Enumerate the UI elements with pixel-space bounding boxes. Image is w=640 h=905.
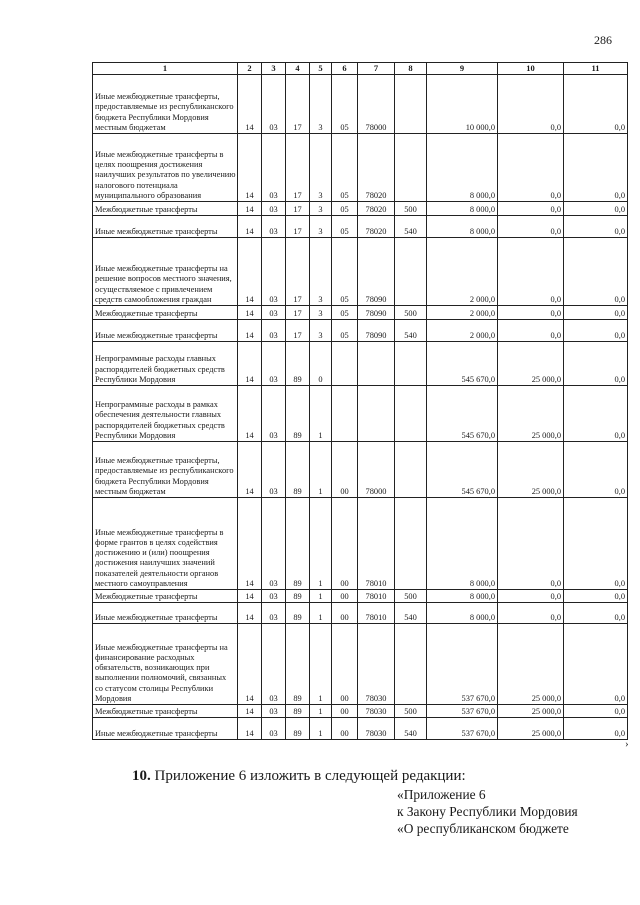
program-code: 17 [286,320,310,342]
expense-type-code [395,342,427,386]
subprogram-code: 3 [310,216,332,238]
table-row [93,718,628,740]
row-name: Иные межбюджетные трансферты на решение вопросов местного значения, осуществляемое с привлечением средств самообложения граждан [93,238,238,306]
expense-type-code: 500 [395,590,427,603]
amount-col-11: 0,0 [564,75,628,134]
table-row [93,705,628,718]
section-code: 14 [238,624,262,705]
page-number: 286 [594,33,612,47]
program-code: 89 [286,342,310,386]
event-code: 05 [332,306,358,320]
row-name: Непрограммные расходы главных распорядителей бюджетных средств Республики Мордовия [93,342,238,386]
expense-type-code: 500 [395,705,427,718]
amount-col-9: 8 000,0 [427,603,498,624]
subsection-code: 03 [262,603,286,624]
row-name: Межбюджетные трансферты [93,590,238,603]
subprogram-code: 1 [310,498,332,590]
amount-col-11: 0,0 [564,238,628,306]
subsection-code: 03 [262,75,286,134]
row-name: Иные межбюджетные трансферты [93,718,238,740]
target-article-code: 78030 [358,718,395,740]
table-row [93,603,628,624]
event-code: 00 [332,590,358,603]
annex-budget-ref: «О республиканском бюджете [397,821,569,836]
program-code: 17 [286,238,310,306]
amount-col-9: 2 000,0 [427,306,498,320]
expense-type-code: 540 [395,216,427,238]
column-header: 4 [286,63,310,75]
annex-law-ref: к Закону Республики Мордовия [397,804,578,819]
section-code: 14 [238,498,262,590]
table-row [93,216,628,238]
column-header: 6 [332,63,358,75]
amount-col-11: 0,0 [564,134,628,202]
program-code: 17 [286,306,310,320]
subsection-code: 03 [262,442,286,498]
expense-type-code: 500 [395,306,427,320]
target-article-code: 78020 [358,202,395,216]
row-name: Иные межбюджетные трансферты в форме грантов в целях содействия достижению и (или) поощрения достижения наилучших значений показателей деятельности органов местного самоуправления [93,498,238,590]
program-code: 89 [286,718,310,740]
table-row [93,624,628,705]
amount-col-11: 0,0 [564,705,628,718]
row-name: Иные межбюджетные трансферты на финансирование расходных обязательств, возникающих при выполнении полномочий, связанных со статусом столицы Республики Мордовия [93,624,238,705]
event-code: 05 [332,320,358,342]
event-code [332,386,358,442]
event-code: 00 [332,603,358,624]
amount-col-10: 25 000,0 [498,624,564,705]
amount-col-9: 2 000,0 [427,320,498,342]
target-article-code: 78010 [358,498,395,590]
section-code: 14 [238,320,262,342]
table-row [93,320,628,342]
section-code: 14 [238,603,262,624]
amount-col-11: 0,0 [564,442,628,498]
subsection-code: 03 [262,238,286,306]
subprogram-code: 0 [310,342,332,386]
section-code: 14 [238,590,262,603]
amount-col-11: 0,0 [564,498,628,590]
subsection-code: 03 [262,202,286,216]
subsection-code: 03 [262,590,286,603]
row-name: Межбюджетные трансферты [93,306,238,320]
amount-col-9: 10 000,0 [427,75,498,134]
table-row [93,202,628,216]
amount-col-9: 537 670,0 [427,624,498,705]
subsection-code: 03 [262,342,286,386]
expense-type-code [395,134,427,202]
section-code: 14 [238,134,262,202]
target-article-code: 78000 [358,442,395,498]
subsection-code: 03 [262,624,286,705]
program-code: 89 [286,498,310,590]
event-code: 05 [332,202,358,216]
table-row [93,442,628,498]
amount-col-9: 537 670,0 [427,718,498,740]
expense-type-code: 500 [395,202,427,216]
event-code: 05 [332,75,358,134]
amount-col-10: 0,0 [498,75,564,134]
amount-col-9: 8 000,0 [427,134,498,202]
program-code: 89 [286,386,310,442]
table-row [93,306,628,320]
amount-col-10: 25 000,0 [498,718,564,740]
table-row [93,342,628,386]
section-code: 14 [238,306,262,320]
expense-type-code: 540 [395,718,427,740]
section-code: 14 [238,75,262,134]
program-code: 17 [286,216,310,238]
column-header: 9 [427,63,498,75]
amount-col-11: 0,0 [564,624,628,705]
amount-col-10: 0,0 [498,134,564,202]
subsection-code: 03 [262,718,286,740]
target-article-code: 78030 [358,705,395,718]
subprogram-code: 1 [310,590,332,603]
subprogram-code: 3 [310,238,332,306]
section-code: 14 [238,442,262,498]
section-code: 14 [238,386,262,442]
section-code: 14 [238,216,262,238]
target-article-code: 78020 [358,216,395,238]
target-article-code [358,342,395,386]
amount-col-11: 0,0 [564,718,628,740]
subprogram-code: 3 [310,75,332,134]
table-row [93,75,628,134]
row-name: Межбюджетные трансферты [93,202,238,216]
subsection-code: 03 [262,320,286,342]
amount-col-11: 0,0 [564,603,628,624]
table-row [93,590,628,603]
amendment-instruction [132,768,466,785]
amount-col-10: 25 000,0 [498,442,564,498]
subprogram-code: 3 [310,134,332,202]
column-header: 2 [238,63,262,75]
amount-col-10: 0,0 [498,238,564,306]
expense-type-code [395,498,427,590]
expense-type-code: 540 [395,320,427,342]
column-header: 5 [310,63,332,75]
column-header: 7 [358,63,395,75]
program-code: 17 [286,202,310,216]
amount-col-9: 8 000,0 [427,216,498,238]
program-code: 89 [286,705,310,718]
program-code: 89 [286,590,310,603]
amount-col-9: 8 000,0 [427,590,498,603]
program-code: 17 [286,134,310,202]
event-code: 00 [332,498,358,590]
amount-col-10: 0,0 [498,590,564,603]
subprogram-code: 1 [310,442,332,498]
expense-type-code [395,386,427,442]
event-code [332,342,358,386]
subprogram-code: 1 [310,705,332,718]
subprogram-code: 3 [310,306,332,320]
amount-col-10: 0,0 [498,498,564,590]
margin-mark: › [625,738,629,750]
target-article-code [358,386,395,442]
expense-type-code [395,442,427,498]
program-code: 89 [286,624,310,705]
row-name: Непрограммные расходы в рамках обеспечения деятельности главных распорядителей бюджетных средств Республики Мордовия [93,386,238,442]
subprogram-code: 1 [310,603,332,624]
amount-col-11: 0,0 [564,306,628,320]
section-code: 14 [238,202,262,216]
table-row [93,134,628,202]
amount-col-9: 2 000,0 [427,238,498,306]
amount-col-10: 0,0 [498,216,564,238]
event-code: 00 [332,624,358,705]
row-name: Иные межбюджетные трансферты, предоставляемые из республиканского бюджета Республики Мордовия местным бюджетам [93,75,238,134]
amount-col-9: 8 000,0 [427,202,498,216]
target-article-code: 78000 [358,75,395,134]
instruction-text: Приложение 6 изложить в следующей редакции: [150,768,466,784]
target-article-code: 78090 [358,306,395,320]
target-article-code: 78010 [358,590,395,603]
subsection-code: 03 [262,705,286,718]
column-header: 3 [262,63,286,75]
row-name: Иные межбюджетные трансферты [93,320,238,342]
subprogram-code: 3 [310,320,332,342]
subsection-code: 03 [262,216,286,238]
target-article-code: 78090 [358,320,395,342]
amount-col-10: 0,0 [498,306,564,320]
event-code: 00 [332,718,358,740]
amount-col-9: 537 670,0 [427,705,498,718]
amount-col-10: 25 000,0 [498,342,564,386]
target-article-code: 78020 [358,134,395,202]
row-name: Иные межбюджетные трансферты в целях поощрения достижения наилучших результатов по увеличению налогового потенциала муниципального образования [93,134,238,202]
amount-col-11: 0,0 [564,342,628,386]
row-name: Иные межбюджетные трансферты [93,216,238,238]
section-code: 14 [238,705,262,718]
section-code: 14 [238,342,262,386]
expense-type-code [395,238,427,306]
subprogram-code: 1 [310,386,332,442]
event-code: 05 [332,216,358,238]
amount-col-11: 0,0 [564,202,628,216]
target-article-code: 78090 [358,238,395,306]
amount-col-11: 0,0 [564,216,628,238]
amount-col-9: 545 670,0 [427,386,498,442]
amount-col-10: 0,0 [498,320,564,342]
subprogram-code: 3 [310,202,332,216]
row-name: Межбюджетные трансферты [93,705,238,718]
event-code: 00 [332,705,358,718]
event-code: 05 [332,134,358,202]
expense-type-code [395,75,427,134]
table-body [93,75,628,740]
event-code: 05 [332,238,358,306]
item-number: 10. [132,768,151,784]
amount-col-9: 8 000,0 [427,498,498,590]
event-code: 00 [332,442,358,498]
target-article-code: 78010 [358,603,395,624]
amount-col-10: 0,0 [498,202,564,216]
subprogram-code: 1 [310,718,332,740]
program-code: 89 [286,442,310,498]
column-header: 8 [395,63,427,75]
amount-col-11: 0,0 [564,320,628,342]
row-name: Иные межбюджетные трансферты [93,603,238,624]
target-article-code: 78030 [358,624,395,705]
subsection-code: 03 [262,498,286,590]
table-row [93,238,628,306]
budget-table [92,62,628,740]
amount-col-11: 0,0 [564,590,628,603]
column-header: 11 [564,63,628,75]
table-row [93,386,628,442]
subsection-code: 03 [262,134,286,202]
amount-col-9: 545 670,0 [427,442,498,498]
amount-col-10: 0,0 [498,603,564,624]
section-code: 14 [238,238,262,306]
annex-title: «Приложение 6 [397,787,486,802]
amount-col-11: 0,0 [564,386,628,442]
subprogram-code: 1 [310,624,332,705]
column-header: 10 [498,63,564,75]
amount-col-9: 545 670,0 [427,342,498,386]
row-name: Иные межбюджетные трансферты, предоставляемые из республиканского бюджета Республики Мордовия местным бюджетам [93,442,238,498]
subsection-code: 03 [262,386,286,442]
subsection-code: 03 [262,306,286,320]
section-code: 14 [238,718,262,740]
amount-col-10: 25 000,0 [498,705,564,718]
table-row [93,498,628,590]
program-code: 17 [286,75,310,134]
program-code: 89 [286,603,310,624]
column-header: 1 [93,63,238,75]
expense-type-code: 540 [395,603,427,624]
expense-type-code [395,624,427,705]
table-header-row [93,63,628,75]
amount-col-10: 25 000,0 [498,386,564,442]
